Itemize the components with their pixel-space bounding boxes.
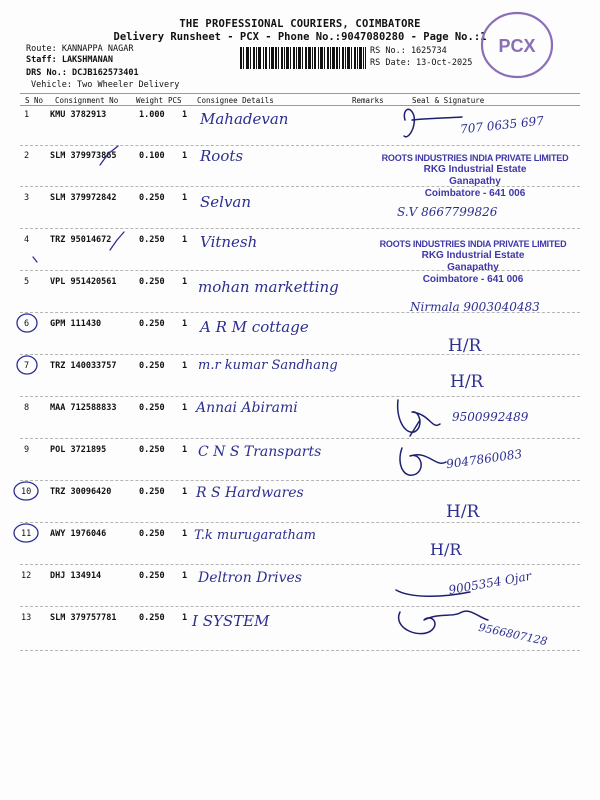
row-sno: 3 [24,193,30,203]
row-consignment: VPL 951420561 [50,277,117,287]
row-pcs: 1 [182,487,188,497]
stamp-line4: Coimbatore - 641 006 [422,274,524,285]
row-consignment: TRZ 95014672 [50,235,112,245]
stamp-line1: ROOTS INDUSTRIES INDIA PRIVATE LIMITED [381,153,569,163]
row-sno: 5 [24,277,30,287]
col-seal: Seal & Signature [412,96,485,105]
row-weight: 0.250 [139,445,165,455]
row-pcs: 1 [182,403,188,413]
row-pcs: 1 [182,235,188,245]
row-pcs: 1 [182,193,188,203]
rs-number: RS No.: 1625734 [370,46,447,56]
row-weight: 0.250 [139,361,165,371]
row-weight: 0.250 [139,235,165,245]
row-weight: 1.000 [139,110,165,120]
seal-handwritten: Nirmala 9003040483 [410,300,540,314]
col-pcs: PCS [168,96,182,105]
row-sno: 9 [24,445,30,455]
row-pcs: 1 [182,151,188,161]
consignee-handwritten: Roots [200,147,244,165]
row-consignment: TRZ 140033757 [50,361,117,371]
row-pcs: 1 [182,445,188,455]
pcx-stamp-text: PCX [498,36,536,56]
row-sno: 2 [24,151,30,161]
row-pcs: 1 [182,529,188,539]
col-consignment: Consignment No [55,96,119,105]
row-consignment: SLM 379757781 [50,613,117,623]
col-sno: S No [25,96,44,105]
seal-handwritten: 9005354 Ojar [447,568,533,598]
row-weight: 0.250 [139,613,165,623]
seal-handwritten: H/R [446,502,480,522]
seal-handwritten: 9500992489 [452,410,529,424]
consignee-handwritten: Vitnesh [200,233,258,251]
company-stamp [380,152,570,200]
consignee-handwritten: I SYSTEM [192,612,270,630]
stamp-line2: RKG Industrial Estate [421,250,525,261]
seal-handwritten: 9566807128 [477,620,549,649]
rs-date: RS Date: 13-Oct-2025 [370,58,473,68]
row-sno: 6 [24,319,30,329]
row-weight: 0.250 [139,487,165,497]
seal-handwritten: 9047860083 [445,446,523,472]
row-pcs: 1 [182,613,188,623]
consignee-handwritten: m.r kumar Sandhang [198,358,338,373]
row-weight: 0.100 [139,151,165,161]
consignee-handwritten: C N S Transparts [198,444,322,460]
seal-handwritten: H/R [450,372,484,392]
col-consignee: Consignee Details [197,96,274,105]
row-consignment: POL 3721895 [50,445,107,455]
row-consignment: TRZ 30096420 [50,487,112,497]
route-label: Route: KANNAPPA NAGAR [26,44,134,54]
col-remarks: Remarks [352,96,384,105]
consignee-handwritten: A R M cottage [200,318,309,336]
seal-handwritten: H/R [448,336,482,356]
row-weight: 0.250 [139,319,165,329]
row-sno: 11 [21,529,32,539]
row-weight: 0.250 [139,529,165,539]
row-consignment: SLM 379972842 [50,193,117,203]
row-sno: 10 [21,487,32,497]
drs-number: DRS No.: DCJB162573401 [26,68,139,78]
vehicle-label: Vehicle: Two Wheeler Delivery [31,80,180,90]
consignee-handwritten: Annai Abirami [196,400,298,416]
row-consignment: SLM 379973865 [50,151,117,161]
consignee-handwritten: Selvan [200,193,252,211]
row-sno: 4 [24,235,30,245]
consignee-handwritten: Deltron Drives [198,570,302,586]
row-pcs: 1 [182,319,188,329]
row-pcs: 1 [182,110,188,120]
row-weight: 0.250 [139,403,165,413]
consignee-handwritten: T.k murugaratham [194,528,316,543]
row-consignment: AWY 1976046 [50,529,107,539]
row-sno: 12 [21,571,32,581]
row-weight: 0.250 [139,571,165,581]
consignee-handwritten: R S Hardwares [196,485,304,501]
stamp-line3: Ganapathy [449,176,501,187]
row-sno: 1 [24,110,30,120]
seal-handwritten: H/R [430,540,462,559]
row-consignment: KMU 3782913 [50,110,107,120]
row-consignment: MAA 712588833 [50,403,117,413]
consignee-handwritten: Mahadevan [200,110,289,128]
row-sno: 13 [21,613,32,623]
row-weight: 0.250 [139,277,165,287]
row-sno: 8 [24,403,30,413]
row-consignment: DHJ 134914 [50,571,102,581]
seal-handwritten: 707 0635 697 [459,113,545,137]
stamp-line4: Coimbatore - 641 006 [424,188,526,199]
consignee-handwritten: mohan marketting [198,278,339,296]
staff-label: Staff: LAKSHMANAN [26,55,113,65]
stamp-line3: Ganapathy [447,262,499,273]
row-pcs: 1 [182,571,188,581]
row-pcs: 1 [182,361,188,371]
runsheet-title: THE PROFESSIONAL COURIERS, COIMBATORE [179,18,421,30]
company-stamp [378,238,568,286]
stamp-line2: RKG Industrial Estate [423,164,527,175]
runsheet-subtitle: Delivery Runsheet - PCX - Phone No.:9047080280 - Page No.:1 [113,31,487,43]
row-sno: 7 [24,361,30,371]
col-weight: Weight [136,96,164,105]
stamp-line1: ROOTS INDUSTRIES INDIA PRIVATE LIMITED [379,239,567,249]
seal-handwritten: S.V 8667799826 [397,205,498,219]
row-consignment: GPM 111430 [50,319,102,329]
row-weight: 0.250 [139,193,165,203]
row-pcs: 1 [182,277,188,287]
